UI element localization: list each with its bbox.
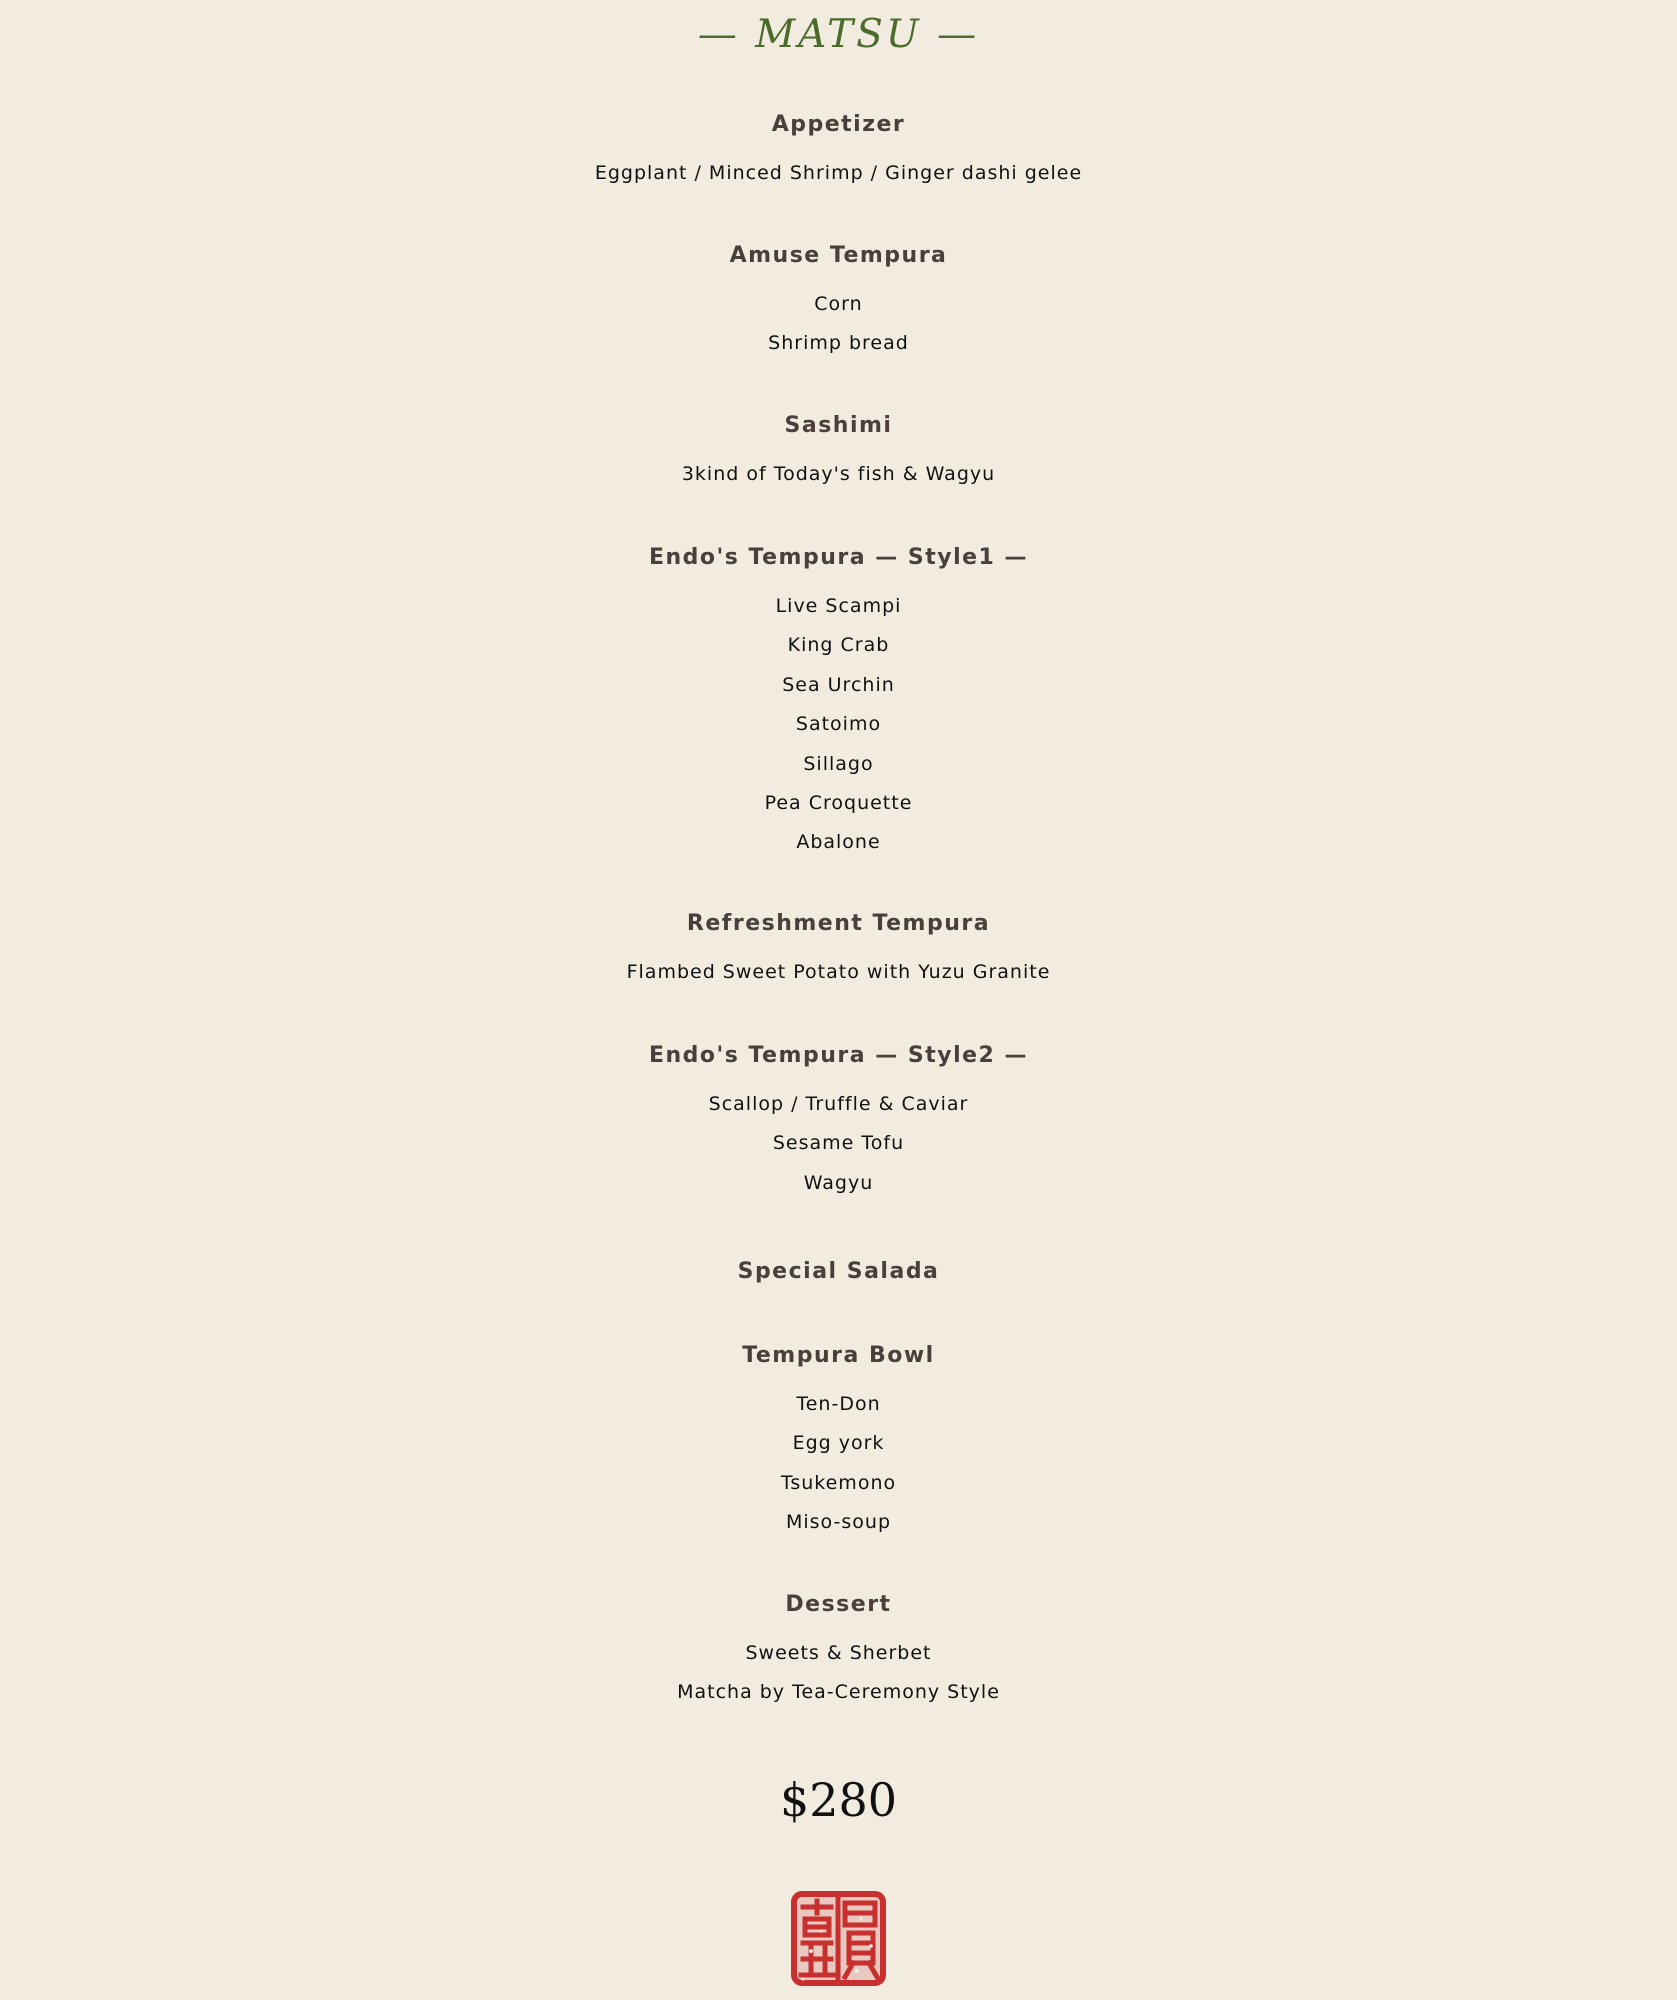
menu-section [0, 1253, 1677, 1301]
menu-item: Sea Urchin [782, 673, 895, 696]
menu-section [0, 237, 1677, 364]
section-heading: Appetizer [771, 112, 906, 137]
section-heading: Sashimi [784, 413, 893, 438]
menu-item: Miso-soup [785, 1511, 892, 1534]
menu-item: Scallop / Truffle & Caviar [708, 1093, 969, 1115]
menu-section [0, 905, 1677, 992]
menu-section [0, 1037, 1677, 1203]
section-heading: Refreshment Tempura [686, 911, 991, 936]
menu-item: Corn [814, 293, 863, 315]
section-heading: Special Salada [737, 1259, 940, 1284]
menu-item: Satoimo [795, 713, 882, 736]
menu-item: Egg york [792, 1432, 885, 1455]
menu-section [0, 1337, 1677, 1543]
menu-item: Wagyu [803, 1171, 874, 1194]
menu-section [0, 1586, 1677, 1713]
menu-section [0, 106, 1677, 193]
menu-section [0, 407, 1677, 494]
menu-item: Sesame Tofu [772, 1132, 905, 1155]
red-seal-stamp-icon [791, 1891, 886, 1986]
menu-item: Eggplant / Minced Shrimp / Ginger dashi gelee [594, 162, 1083, 184]
menu-item: Pea Croquette [764, 791, 913, 814]
section-heading: Amuse Tempura [729, 243, 948, 268]
menu-title: — MATSU — [697, 12, 980, 57]
menu-item: Tsukemono [780, 1471, 897, 1494]
menu-item: Abalone [796, 831, 881, 854]
course-price: $280 [779, 1773, 898, 1827]
menu-item: Sweets & Sherbet [745, 1642, 932, 1664]
section-heading: Endo's Tempura — Style1 — [648, 545, 1029, 570]
menu-section [0, 539, 1677, 863]
menu-item: Shrimp bread [768, 332, 909, 355]
menu-item: Live Scampi [775, 595, 902, 617]
section-heading: Tempura Bowl [742, 1343, 935, 1368]
menu-item: Matcha by Tea-Ceremony Style [677, 1681, 1000, 1704]
menu-item: 3kind of Today's fish & Wagyu [681, 463, 996, 485]
section-heading: Endo's Tempura — Style2 — [648, 1043, 1029, 1068]
menu-item: Ten-Don [796, 1393, 881, 1415]
menu-item: King Crab [787, 634, 890, 657]
menu-item: Sillago [803, 752, 874, 775]
section-heading: Dessert [785, 1592, 892, 1617]
menu-item: Flambed Sweet Potato with Yuzu Granite [626, 961, 1051, 983]
